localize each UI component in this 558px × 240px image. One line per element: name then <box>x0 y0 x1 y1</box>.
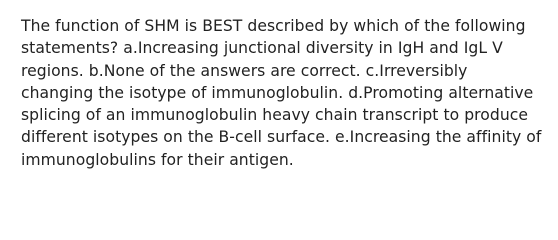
question-text: The function of SHM is BEST described by which of the following statements? a.Increasing junctional diversity in IgH and IgL V regions. b.None of the answers are correct. c.Irreversibly changing the isotype of immunoglobulin. d.Promoting alternative splicing of an immunoglobulin heavy chain transcript to produce different isotypes on the B-cell surface. e.Increasing the affinity of immunoglobulins for their antigen. <box>21 17 542 169</box>
